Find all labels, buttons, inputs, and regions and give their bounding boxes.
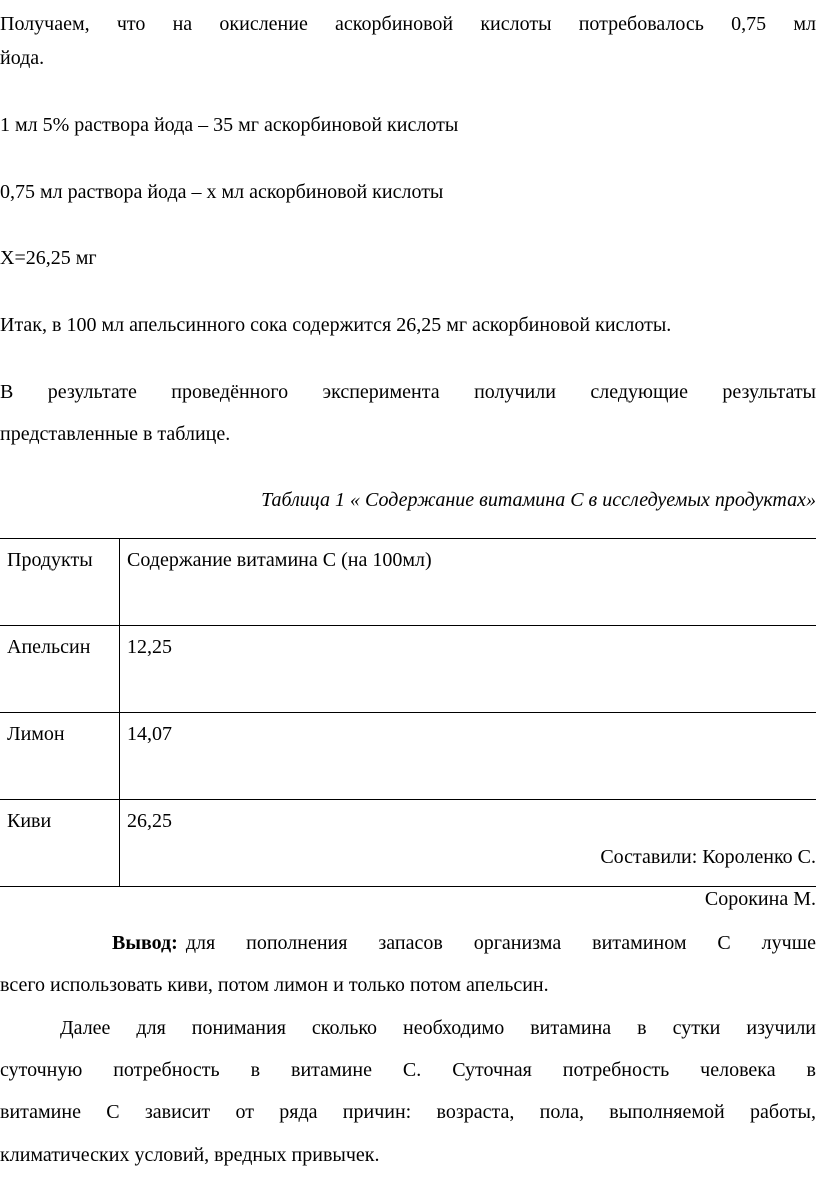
table-header-content: Содержание витамина С (на 100мл) bbox=[120, 539, 816, 626]
paragraph-1-line-1: Получаем, что на окисление аскорбиновой кислоты потребовалось 0,75 мл bbox=[0, 13, 816, 35]
paragraph-2: 1 мл 5% раствора йода – 35 мг аскорбиновой кислоты bbox=[0, 114, 459, 136]
table-header-products: Продукты bbox=[0, 539, 120, 626]
table-caption: Таблица 1 « Содержание витамина С в исследуемых продуктах» bbox=[261, 489, 816, 511]
final-line-3: витамине С зависит от ряда причин: возраста, пола, выполняемой работы, bbox=[0, 1101, 816, 1123]
conclusion-line-1 bbox=[0, 933, 816, 953]
conclusion-line-2: всего использовать киви, потом лимон и только потом апельсин. bbox=[0, 974, 549, 996]
paragraph-6-line-2: представленные в таблице. bbox=[0, 423, 231, 445]
paragraph-4: Х=26,25 мг bbox=[0, 247, 97, 269]
paragraph-1-line-2: йода. bbox=[0, 47, 45, 69]
conclusion-text: для пополнения запасов организма витамином С лучше bbox=[185, 932, 816, 954]
paragraph-6-line-1: В результате проведённого эксперимента получили следующие результаты bbox=[0, 381, 816, 403]
final-line-2: суточную потребность в витамине С. Суточная потребность человека в bbox=[0, 1059, 816, 1081]
table-row bbox=[0, 800, 816, 887]
table-row bbox=[0, 626, 816, 713]
table-cell-product: Апельсин bbox=[0, 626, 120, 713]
conclusion-label: Вывод: bbox=[112, 932, 178, 954]
vitamin-c-table bbox=[0, 538, 816, 887]
authors-line-2: Сорокина М. bbox=[704, 888, 816, 910]
paragraph-3: 0,75 мл раствора йода – х мл аскорбиновой кислоты bbox=[0, 181, 444, 203]
table-row bbox=[0, 713, 816, 800]
table-cell-value: 14,07 bbox=[120, 713, 816, 800]
table-header-row bbox=[0, 539, 816, 626]
final-line-1: Далее для понимания сколько необходимо витамина в сутки изучили bbox=[60, 1017, 816, 1039]
final-line-4: климатических условий, вредных привычек. bbox=[0, 1144, 380, 1166]
table-cell-product: Лимон bbox=[0, 713, 120, 800]
paragraph-5: Итак, в 100 мл апельсинного сока содержится 26,25 мг аскорбиновой кислоты. bbox=[0, 314, 672, 336]
authors-line-1: Составили: Короленко С. bbox=[600, 846, 816, 868]
table-cell-product: Киви bbox=[0, 800, 120, 887]
table-cell-value: 12,25 bbox=[120, 626, 816, 713]
table-cell-value: 26,25 bbox=[120, 800, 816, 887]
